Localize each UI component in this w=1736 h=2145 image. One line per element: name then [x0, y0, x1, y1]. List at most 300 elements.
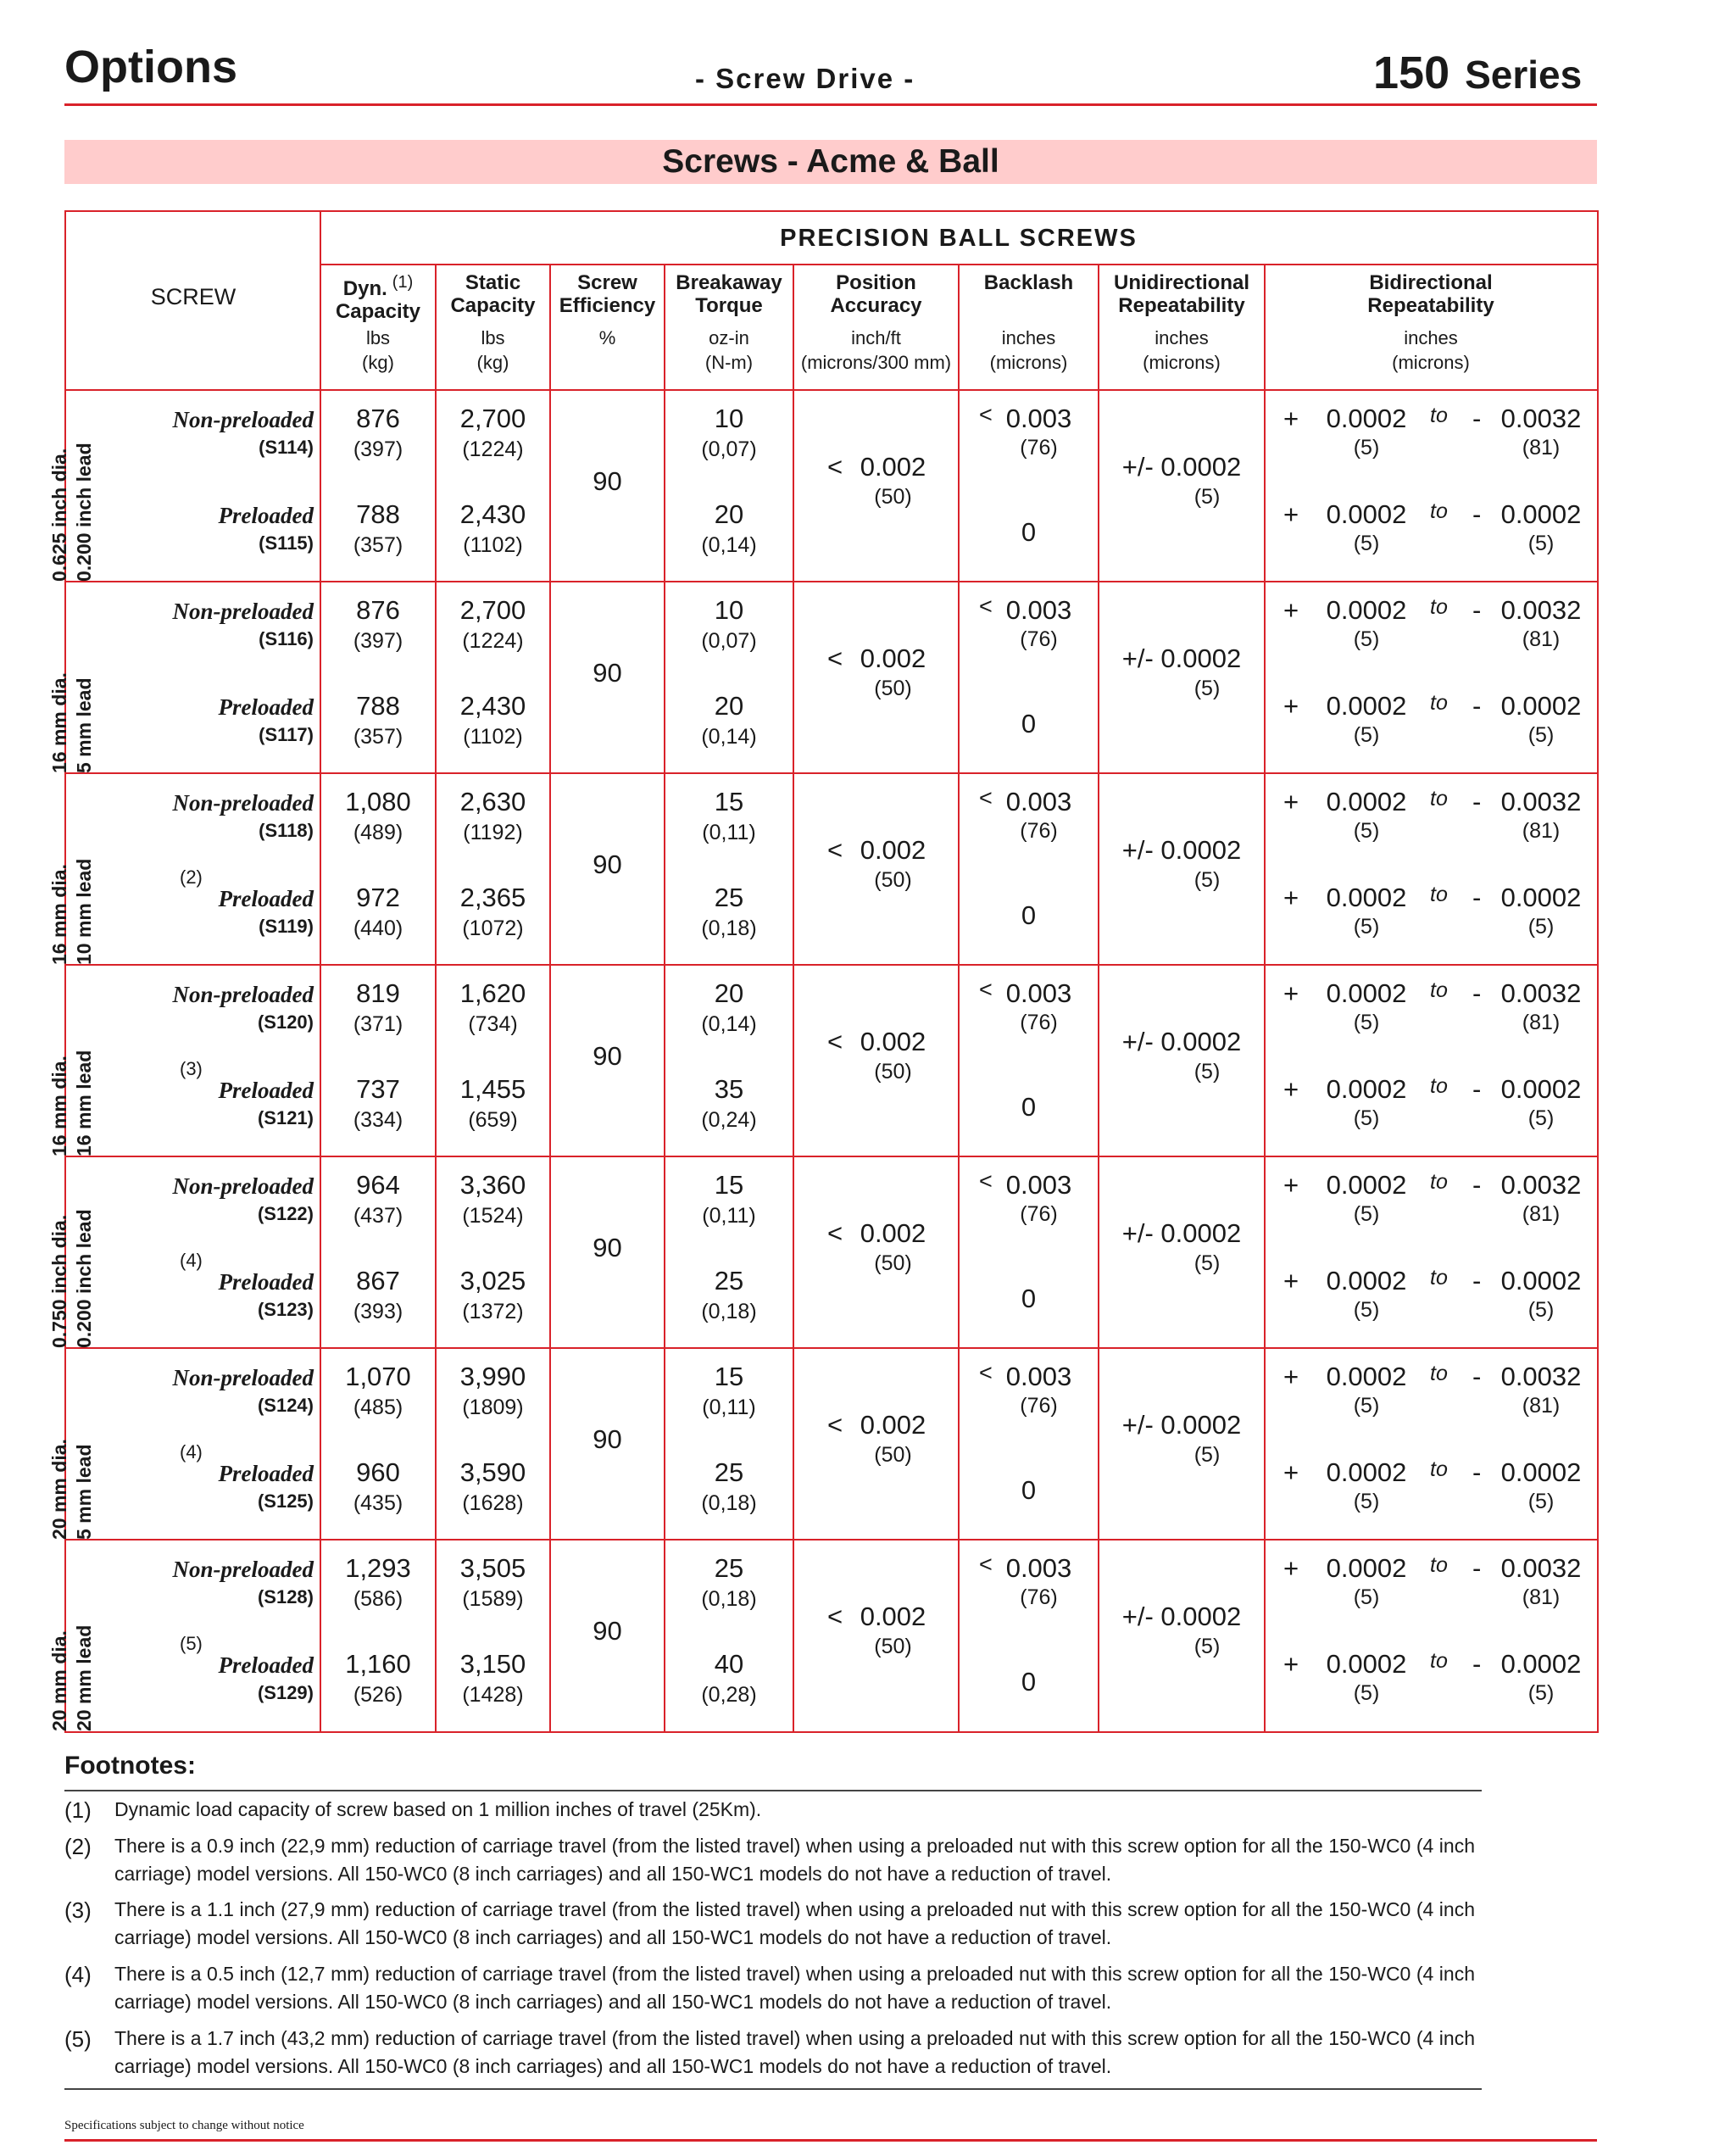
bidirectional-minus-p: 0.0002: [1500, 1074, 1582, 1104]
position-accuracy-microns: (50): [874, 868, 912, 892]
dyn-capacity-np-kg: (485): [353, 1396, 403, 1419]
bidirectional-plus-p: 0.0002: [1326, 499, 1407, 529]
bidirectional-plus-np-microns: (5): [1353, 819, 1380, 843]
column-title-line2: Efficiency: [559, 294, 656, 317]
column-unit: inch/ft: [851, 327, 901, 348]
accuracy-less-than: <: [827, 1602, 843, 1631]
backlash-p: 0: [1021, 517, 1037, 547]
disclaimer: Specifications subject to change without notice: [64, 2119, 304, 2132]
bidirectional-plus-np-microns: (5): [1353, 1011, 1380, 1034]
column-title-line2: Capacity: [335, 300, 421, 323]
accuracy-less-than: <: [827, 452, 843, 482]
bidirectional-plus-np: 0.0002: [1326, 978, 1407, 1008]
static-capacity-np: 3,505: [459, 1553, 526, 1583]
dyn-capacity-np-kg: (586): [353, 1587, 403, 1611]
column-title-line2: Repeatability: [1367, 294, 1494, 317]
preloaded-label: Preloaded: [218, 694, 314, 720]
column-header: [793, 271, 959, 317]
column-unit: %: [598, 327, 616, 348]
preloaded-part-number: (S119): [259, 916, 314, 937]
footnote-ref: (5): [180, 1633, 203, 1654]
nonpreloaded-part-number: (S124): [257, 1395, 314, 1416]
screw-diameter: 16 mm dia.: [48, 672, 70, 773]
column-title-line2: Torque: [695, 294, 763, 317]
column-title-line1: Backlash: [983, 271, 1074, 294]
column-unit-metric: (microns): [989, 352, 1068, 373]
torque-p: 20: [714, 691, 744, 721]
bidirectional-plus-sign: +: [1283, 499, 1299, 529]
bidirectional-plus-p-microns: (5): [1353, 723, 1380, 747]
screw-efficiency: 90: [593, 1041, 622, 1071]
static-capacity-np-kg: (1224): [462, 437, 524, 461]
static-capacity-np-kg: (1524): [462, 1204, 524, 1228]
torque-np: 10: [714, 595, 744, 625]
column-header: [436, 271, 550, 317]
bidirectional-plus-p: 0.0002: [1326, 1266, 1407, 1295]
bidirectional-plus-p: 0.0002: [1326, 883, 1407, 912]
screw-size-label: [47, 773, 100, 965]
nonpreloaded-label: Non-preloaded: [172, 599, 314, 624]
bidirectional-plus-sign: +: [1283, 1553, 1299, 1583]
screw-diameter: 0.625 inch dia.: [48, 448, 70, 582]
static-capacity-p-kg: (1372): [462, 1300, 524, 1323]
static-capacity-np-kg: (734): [468, 1012, 518, 1036]
backlash-less-than: <: [979, 1552, 993, 1577]
torque-np: 10: [714, 404, 744, 433]
column-title-line1: Dyn.: [342, 277, 387, 300]
bidirectional-minus-np-microns: (81): [1522, 1011, 1561, 1034]
static-capacity-np: 2,700: [459, 595, 526, 625]
bidirectional-minus-np: 0.0032: [1500, 1170, 1582, 1200]
torque-np: 15: [714, 1170, 744, 1200]
footnote-number: (1): [64, 1797, 92, 1823]
backlash-less-than: <: [979, 1360, 993, 1385]
bidirectional-plus-np: 0.0002: [1326, 1553, 1407, 1583]
screw-size-label: [47, 390, 100, 582]
column-header: [1265, 271, 1597, 317]
dyn-capacity-np: 1,080: [345, 787, 411, 816]
bidirectional-minus-np-microns: (81): [1522, 819, 1561, 843]
bidirectional-plus-p-microns: (5): [1353, 1106, 1380, 1130]
dyn-capacity-p: 788: [356, 691, 400, 721]
bidirectional-plus-sign: +: [1283, 595, 1299, 625]
column-unit: inches: [1155, 327, 1209, 348]
column-title-line1: Position: [836, 271, 916, 294]
bidirectional-plus-np: 0.0002: [1326, 1362, 1407, 1391]
footnotes-title: Footnotes:: [64, 1752, 196, 1780]
backlash-less-than: <: [979, 593, 993, 619]
torque-np: 25: [714, 1553, 744, 1583]
row-divider: [66, 772, 1597, 774]
header-divider: [320, 264, 1597, 265]
column-unit: inches: [1404, 327, 1458, 348]
column-title-line1: Static: [465, 271, 521, 294]
bidirectional-minus-p-microns: (5): [1527, 532, 1555, 555]
nonpreloaded-part-number: (S114): [259, 437, 314, 458]
preloaded-part-number: (S123): [257, 1299, 314, 1320]
torque-np-nm: (0,14): [701, 1012, 757, 1036]
torque-p: 25: [714, 1266, 744, 1295]
torque-p: 20: [714, 499, 744, 529]
backlash-np-microns: (76): [1020, 1394, 1058, 1418]
bidirectional-minus-p-microns: (5): [1527, 1106, 1555, 1130]
bidirectional-plus-p-microns: (5): [1353, 915, 1380, 939]
dyn-capacity-p-kg: (357): [353, 725, 403, 749]
position-accuracy: 0.002: [860, 1218, 926, 1248]
column-header: [665, 271, 793, 317]
bidirectional-minus-p: 0.0002: [1500, 1457, 1582, 1487]
static-capacity-np-kg: (1224): [462, 629, 524, 653]
preloaded-label: Preloaded: [218, 1078, 314, 1103]
dyn-capacity-p-kg: (357): [353, 533, 403, 557]
accuracy-less-than: <: [827, 1218, 843, 1248]
torque-np-nm: (0,18): [701, 1587, 757, 1611]
position-accuracy: 0.002: [860, 1027, 926, 1056]
static-capacity-p: 1,455: [459, 1074, 526, 1104]
unidirectional-repeatability-microns: (5): [1194, 1251, 1221, 1275]
bidirectional-to: to: [1430, 1362, 1448, 1385]
bidirectional-plus-sign: +: [1283, 1266, 1299, 1295]
footnote-text: There is a 1.1 inch (27,9 mm) reduction of carriage travel (from the listed travel) when using a preloaded nut with this screw option for all the 150-WC0 (4 inch carriage) model versions. All 150-WC0 (8 inch carriages) and all 150-WC1 models do not have a reduction of travel.: [114, 1898, 1475, 1948]
nonpreloaded-label: Non-preloaded: [172, 1557, 314, 1582]
backlash-p: 0: [1021, 709, 1037, 738]
preloaded-label: Preloaded: [218, 503, 314, 528]
footer-rule: [64, 2139, 1597, 2142]
position-accuracy-microns: (50): [874, 1251, 912, 1275]
static-capacity-np: 3,360: [459, 1170, 526, 1200]
footnote-text: There is a 0.9 inch (22,9 mm) reduction of carriage travel (from the listed travel) when using a preloaded nut with this screw option for all the 150-WC0 (4 inch carriage) model versions. All 150-WC0 (8 inch carriages) and all 150-WC1 models do not have a reduction of travel.: [114, 1835, 1475, 1885]
nonpreloaded-label: Non-preloaded: [172, 790, 314, 816]
backlash-p: 0: [1021, 900, 1037, 930]
screw-lead: 0.200 inch lead: [73, 1209, 95, 1348]
torque-p: 25: [714, 1457, 744, 1487]
backlash-np-microns: (76): [1020, 1585, 1058, 1609]
static-capacity-p-kg: (1072): [462, 916, 524, 940]
dyn-capacity-p-kg: (526): [353, 1683, 403, 1707]
bidirectional-to: to: [1430, 1649, 1448, 1673]
screw-diameter: 0.750 inch dia.: [48, 1214, 70, 1348]
unidirectional-repeatability: +/- 0.0002: [1121, 835, 1242, 865]
bidirectional-minus-sign: -: [1472, 1266, 1482, 1295]
unidirectional-repeatability: +/- 0.0002: [1121, 1027, 1242, 1056]
bidirectional-plus-sign: +: [1283, 404, 1299, 433]
nonpreloaded-part-number: (S118): [259, 820, 314, 841]
nonpreloaded-label: Non-preloaded: [172, 1173, 314, 1199]
screw-lead: 20 mm lead: [73, 1624, 95, 1731]
static-capacity-p: 3,025: [459, 1266, 526, 1295]
torque-p-nm: (0,28): [701, 1683, 757, 1707]
position-accuracy: 0.002: [860, 835, 926, 865]
preloaded-part-number: (S125): [257, 1490, 314, 1512]
preloaded-part-number: (S129): [257, 1682, 314, 1703]
backlash-np: 0.003: [1005, 595, 1072, 625]
ball-screw-table: [48, 210, 1599, 1733]
screw-efficiency: 90: [593, 1424, 622, 1454]
unidirectional-repeatability: +/- 0.0002: [1121, 644, 1242, 673]
preloaded-label: Preloaded: [218, 886, 314, 911]
static-capacity-p-kg: (1102): [463, 725, 523, 749]
footnote-number: (2): [64, 1834, 92, 1859]
bidirectional-minus-p-microns: (5): [1527, 1298, 1555, 1322]
screw-diameter: 20 mm dia.: [48, 1630, 70, 1731]
backlash-np: 0.003: [1005, 1362, 1072, 1391]
dyn-capacity-np-kg: (489): [353, 821, 403, 844]
backlash-np: 0.003: [1005, 404, 1072, 433]
bidirectional-minus-p: 0.0002: [1500, 499, 1582, 529]
bidirectional-to: to: [1430, 1170, 1448, 1194]
static-capacity-p: 3,590: [459, 1457, 526, 1487]
bidirectional-plus-p: 0.0002: [1326, 691, 1407, 721]
bidirectional-minus-np-microns: (81): [1522, 627, 1561, 651]
bidirectional-minus-p-microns: (5): [1527, 1490, 1555, 1513]
torque-np-nm: (0,07): [701, 437, 757, 461]
nonpreloaded-part-number: (S122): [257, 1203, 314, 1224]
static-capacity-p: 2,365: [459, 883, 526, 912]
dyn-capacity-p-kg: (440): [353, 916, 403, 940]
column-unit-metric: (microns): [1143, 352, 1221, 373]
bidirectional-plus-sign: +: [1283, 978, 1299, 1008]
screw-efficiency: 90: [593, 1233, 622, 1262]
column-title-line2: Repeatability: [1118, 294, 1245, 317]
position-accuracy: 0.002: [860, 452, 926, 482]
accuracy-less-than: <: [827, 1410, 843, 1440]
dyn-capacity-p: 867: [356, 1266, 400, 1295]
bidirectional-plus-p-microns: (5): [1353, 1681, 1380, 1705]
column-title-line2: Accuracy: [830, 294, 922, 317]
torque-p-nm: (0,14): [701, 533, 757, 557]
dyn-capacity-p: 1,160: [345, 1649, 411, 1679]
torque-np: 20: [714, 978, 744, 1008]
torque-np-nm: (0,11): [702, 1204, 756, 1228]
static-capacity-p-kg: (659): [468, 1108, 518, 1132]
bidirectional-minus-p-microns: (5): [1527, 723, 1555, 747]
backlash-p: 0: [1021, 1092, 1037, 1122]
bidirectional-minus-p-microns: (5): [1527, 915, 1555, 939]
column-unit: lbs: [481, 327, 505, 348]
preloaded-label: Preloaded: [218, 1461, 314, 1486]
bidirectional-minus-np: 0.0032: [1500, 978, 1582, 1008]
static-capacity-np: 2,630: [459, 787, 526, 816]
nonpreloaded-label: Non-preloaded: [172, 1365, 314, 1390]
column-header: [550, 271, 665, 317]
unidirectional-repeatability: +/- 0.0002: [1121, 1218, 1242, 1248]
bidirectional-plus-sign: +: [1283, 1170, 1299, 1200]
bidirectional-plus-p-microns: (5): [1353, 532, 1380, 555]
column-unit-metric: (kg): [476, 352, 509, 373]
column-unit-metric: (microns): [1392, 352, 1470, 373]
bidirectional-to: to: [1430, 595, 1448, 619]
torque-p-nm: (0,18): [701, 1300, 757, 1323]
bidirectional-minus-np: 0.0032: [1500, 1553, 1582, 1583]
static-capacity-p: 2,430: [459, 691, 526, 721]
bidirectional-minus-sign: -: [1472, 1074, 1482, 1104]
screw-efficiency: 90: [593, 658, 622, 688]
table-group-title: PRECISION BALL SCREWS: [780, 225, 1138, 252]
bidirectional-minus-sign: -: [1472, 1457, 1482, 1487]
accuracy-less-than: <: [827, 835, 843, 865]
bidirectional-plus-np: 0.0002: [1326, 404, 1407, 433]
dyn-capacity-p-kg: (393): [353, 1300, 403, 1323]
torque-p-nm: (0,14): [701, 725, 757, 749]
dyn-capacity-np-kg: (397): [353, 437, 403, 461]
bidirectional-plus-np-microns: (5): [1353, 627, 1380, 651]
dyn-capacity-np: 876: [356, 595, 400, 625]
bidirectional-minus-np: 0.0032: [1500, 1362, 1582, 1391]
static-capacity-p-kg: (1102): [463, 533, 523, 557]
torque-p: 35: [714, 1074, 744, 1104]
backlash-p: 0: [1021, 1667, 1037, 1696]
screw-size-label: [47, 1540, 100, 1731]
column-unit-metric: (N-m): [704, 352, 754, 373]
unidirectional-repeatability-microns: (5): [1194, 868, 1221, 892]
torque-np-nm: (0,07): [701, 629, 757, 653]
backlash-np: 0.003: [1005, 787, 1072, 816]
bidirectional-minus-p: 0.0002: [1500, 883, 1582, 912]
column-header: [320, 271, 436, 323]
bidirectional-to: to: [1430, 691, 1448, 715]
bidirectional-plus-sign: +: [1283, 691, 1299, 721]
footnote-ref: (1): [392, 273, 414, 292]
bidirectional-plus-np: 0.0002: [1326, 787, 1407, 816]
bidirectional-minus-np-microns: (81): [1522, 1585, 1561, 1609]
bidirectional-minus-sign: -: [1472, 978, 1482, 1008]
series-number: 150: [1373, 47, 1450, 98]
backlash-np-microns: (76): [1020, 627, 1058, 651]
column-title-line1: Breakaway: [676, 271, 782, 294]
bidirectional-minus-sign: -: [1472, 883, 1482, 912]
dyn-capacity-np: 1,070: [345, 1362, 411, 1391]
page-title: Options: [64, 42, 237, 92]
position-accuracy-microns: (50): [874, 1060, 912, 1084]
screw-lead: 5 mm lead: [73, 1444, 95, 1540]
torque-np: 15: [714, 1362, 744, 1391]
bidirectional-plus-np-microns: (5): [1353, 1585, 1380, 1609]
screw-efficiency: 90: [593, 1616, 622, 1646]
bidirectional-plus-sign: +: [1283, 1457, 1299, 1487]
position-accuracy: 0.002: [860, 644, 926, 673]
unidirectional-repeatability-microns: (5): [1194, 1060, 1221, 1084]
bidirectional-minus-sign: -: [1472, 787, 1482, 816]
bidirectional-plus-np-microns: (5): [1353, 1202, 1380, 1226]
bidirectional-to: to: [1430, 978, 1448, 1002]
footnote-ref: (4): [180, 1441, 203, 1462]
screw-diameter: 16 mm dia.: [48, 864, 70, 965]
preloaded-part-number: (S121): [257, 1107, 314, 1128]
bidirectional-minus-sign: -: [1472, 691, 1482, 721]
screw-lead: 0.200 inch lead: [73, 443, 95, 582]
unidirectional-repeatability-microns: (5): [1194, 677, 1221, 700]
footnote-ref: (2): [180, 866, 203, 888]
nonpreloaded-part-number: (S128): [257, 1586, 314, 1607]
backlash-np-microns: (76): [1020, 1011, 1058, 1034]
screw-size-label: [47, 1156, 100, 1348]
bidirectional-minus-sign: -: [1472, 1362, 1482, 1391]
footnote-text: There is a 1.7 inch (43,2 mm) reduction of carriage travel (from the listed travel) when using a preloaded nut with this screw option for all the 150-WC0 (4 inch carriage) model versions. All 150-WC0 (8 inch carriages) and all 150-WC1 models do not have a reduction of travel.: [114, 2027, 1475, 2077]
backlash-np-microns: (76): [1020, 819, 1058, 843]
backlash-np: 0.003: [1005, 1170, 1072, 1200]
unidirectional-repeatability-microns: (5): [1194, 485, 1221, 509]
bidirectional-plus-np: 0.0002: [1326, 1170, 1407, 1200]
dyn-capacity-p: 788: [356, 499, 400, 529]
column-unit-metric: (microns/300 mm): [800, 352, 952, 373]
screw-diameter: 20 mm dia.: [48, 1439, 70, 1540]
column-unit: oz-in: [709, 327, 749, 348]
nonpreloaded-part-number: (S120): [257, 1011, 314, 1033]
backlash-less-than: <: [979, 977, 993, 1002]
bidirectional-plus-np-microns: (5): [1353, 1394, 1380, 1418]
bidirectional-plus-sign: +: [1283, 1074, 1299, 1104]
bidirectional-plus-sign: +: [1283, 1362, 1299, 1391]
backlash-less-than: <: [979, 785, 993, 811]
static-capacity-np-kg: (1589): [462, 1587, 524, 1611]
section-banner: Screws - Acme & Ball: [64, 140, 1597, 184]
bidirectional-minus-np-microns: (81): [1522, 1394, 1561, 1418]
header-rule: [64, 103, 1597, 106]
bidirectional-minus-np: 0.0032: [1500, 787, 1582, 816]
torque-np: 15: [714, 787, 744, 816]
screw-size-label: [47, 965, 100, 1156]
bidirectional-minus-p: 0.0002: [1500, 691, 1582, 721]
bidirectional-to: to: [1430, 404, 1448, 427]
row-divider: [66, 389, 1597, 391]
backlash-np: 0.003: [1005, 1553, 1072, 1583]
preloaded-label: Preloaded: [218, 1269, 314, 1295]
torque-p: 40: [714, 1649, 744, 1679]
torque-np-nm: (0,11): [702, 1396, 756, 1419]
backlash-np-microns: (76): [1020, 1202, 1058, 1226]
torque-p-nm: (0,18): [701, 916, 757, 940]
backlash-np: 0.003: [1005, 978, 1072, 1008]
bidirectional-to: to: [1430, 787, 1448, 811]
bidirectional-minus-sign: -: [1472, 1649, 1482, 1679]
page-subtitle: - Screw Drive -: [695, 63, 915, 94]
bidirectional-plus-sign: +: [1283, 787, 1299, 816]
backlash-p: 0: [1021, 1284, 1037, 1313]
column-title-line1: Screw: [577, 271, 637, 294]
bidirectional-to: to: [1430, 499, 1448, 523]
screw-size-label: [47, 582, 100, 773]
static-capacity-np: 2,700: [459, 404, 526, 433]
dyn-capacity-np-kg: (397): [353, 629, 403, 653]
dyn-capacity-np: 876: [356, 404, 400, 433]
screw-lead: 10 mm lead: [73, 858, 95, 965]
bidirectional-minus-p: 0.0002: [1500, 1266, 1582, 1295]
screw-diameter: 16 mm dia.: [48, 1056, 70, 1156]
bidirectional-plus-p-microns: (5): [1353, 1490, 1380, 1513]
dyn-capacity-np-kg: (437): [353, 1204, 403, 1228]
unidirectional-repeatability: +/- 0.0002: [1121, 452, 1242, 482]
screw-lead: 5 mm lead: [73, 677, 95, 773]
bidirectional-plus-np-microns: (5): [1353, 436, 1380, 460]
column-header: [1099, 271, 1265, 317]
footnote-number: (4): [64, 1962, 92, 1987]
static-capacity-p: 3,150: [459, 1649, 526, 1679]
accuracy-less-than: <: [827, 1027, 843, 1056]
nonpreloaded-label: Non-preloaded: [172, 982, 314, 1007]
bidirectional-minus-np-microns: (81): [1522, 436, 1561, 460]
bidirectional-minus-sign: -: [1472, 595, 1482, 625]
position-accuracy-microns: (50): [874, 677, 912, 700]
bidirectional-plus-sign: +: [1283, 883, 1299, 912]
dyn-capacity-p: 960: [356, 1457, 400, 1487]
dyn-capacity-p-kg: (334): [353, 1108, 403, 1132]
row-divider: [66, 964, 1597, 966]
screw-size-label: [47, 1348, 100, 1540]
dyn-capacity-np: 819: [356, 978, 400, 1008]
static-capacity-np-kg: (1809): [462, 1396, 524, 1419]
column-title-line2: Capacity: [450, 294, 536, 317]
series-heading: [1373, 47, 1582, 99]
